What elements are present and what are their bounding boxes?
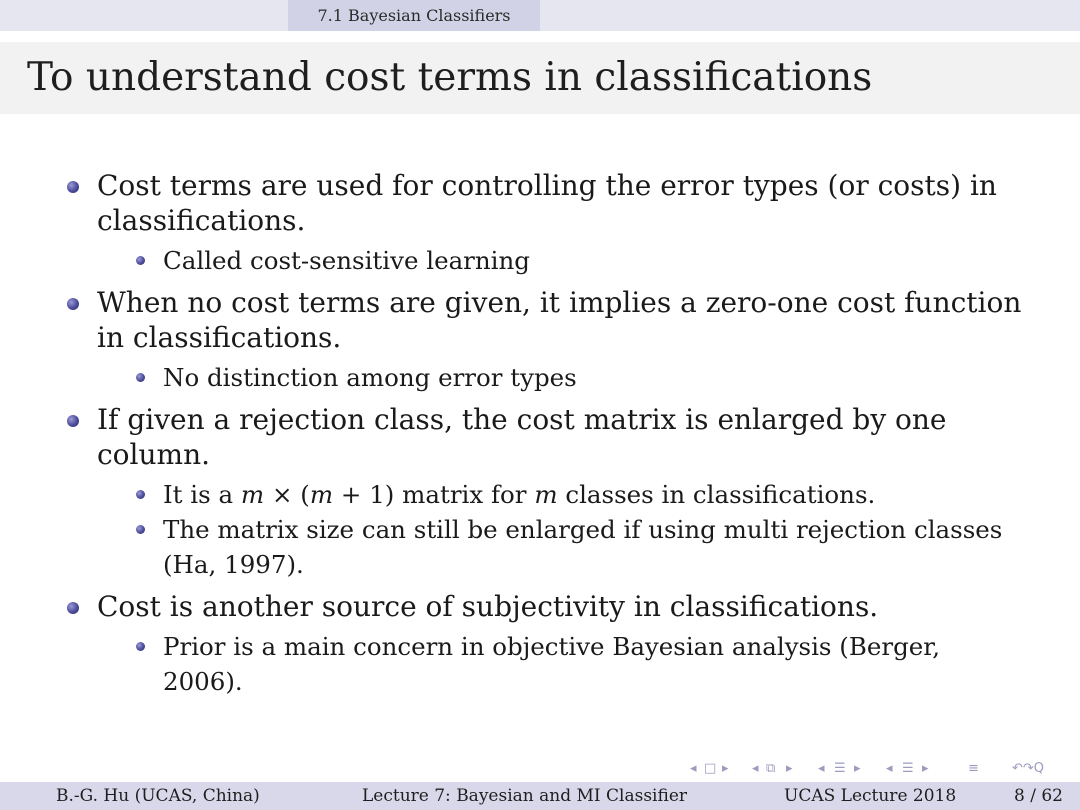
slide-icon[interactable]: □: [704, 761, 717, 776]
bullet-item: [97, 402, 1040, 472]
bullet-text-line: Cost is another source of subjectivity in classifications.: [97, 590, 879, 623]
sub-bullet-text: Called cost-sensitive learning: [163, 246, 530, 275]
subsection-icon[interactable]: ☰: [834, 761, 846, 776]
right-arrow-icon[interactable]: ▸: [786, 761, 793, 776]
sub-bullet-icon: [136, 525, 145, 534]
bullet-text-line: Cost terms are used for controlling the error types (or costs) in: [97, 169, 997, 202]
sub-bullet-text: [163, 477, 1040, 512]
bullet-text-line: column.: [97, 438, 211, 471]
math-variable: m: [309, 480, 334, 509]
bullet-text-line: in classifications.: [97, 321, 342, 354]
frame-title-bar: [0, 42, 1080, 114]
math-paren: (: [300, 480, 310, 509]
bullet-icon: [67, 181, 79, 193]
bullet-item: [97, 589, 1040, 624]
math-operator: ×: [271, 480, 293, 509]
footline: [0, 782, 1080, 810]
bullet-text-line: classifications.: [97, 204, 306, 237]
sub-bullet-text-line: 2006).: [163, 667, 243, 696]
sub-bullet-item: [163, 243, 1040, 278]
sub-bullet-icon: [136, 642, 145, 651]
sub-bullet-icon: [136, 373, 145, 382]
math-variable: m: [534, 480, 558, 509]
align-icon[interactable]: ≡: [968, 761, 979, 776]
slide-content: [0, 168, 1080, 699]
text-run: matrix for: [402, 480, 527, 509]
left-arrow-icon[interactable]: ◂: [690, 761, 697, 776]
page-number: 8 / 62: [1014, 786, 1063, 806]
section-navigation-bar: [0, 0, 1080, 31]
footer-event: UCAS Lecture 2018: [784, 786, 957, 806]
right-arrow-icon[interactable]: ▸: [922, 761, 929, 776]
sub-bullet-item: [163, 512, 1040, 582]
sub-bullet-icon: [136, 490, 145, 499]
bullet-item: [97, 168, 1040, 238]
left-arrow-icon[interactable]: ◂: [752, 761, 759, 776]
sub-bullet-text: No distinction among error types: [163, 363, 577, 392]
left-arrow-icon[interactable]: ◂: [818, 761, 825, 776]
sub-bullet-item: [163, 477, 1040, 512]
right-arrow-icon[interactable]: ▸: [854, 761, 861, 776]
text-run: classes in classifications.: [565, 480, 876, 509]
left-arrow-icon[interactable]: ◂: [886, 761, 893, 776]
bullet-text-line: When no cost terms are given, it implies a zero-one cost function: [97, 286, 1022, 319]
section-icon[interactable]: ☰: [902, 761, 914, 776]
bullet-icon: [67, 602, 79, 614]
navigation-symbols: [690, 758, 1080, 780]
section-tab-current[interactable]: 7.1 Bayesian Classifiers: [288, 0, 540, 31]
sub-bullet-text-line: The matrix size can still be enlarged if using multi rejection classes: [163, 515, 1003, 544]
text-run: It is a: [163, 480, 234, 509]
bullet-text-line: If given a rejection class, the cost matrix is enlarged by one: [97, 403, 947, 436]
right-arrow-icon[interactable]: ▸: [722, 761, 729, 776]
bullet-item: [97, 285, 1040, 355]
sub-bullet-item: [163, 629, 1040, 699]
math-variable: m: [240, 480, 265, 509]
sub-bullet-text-line: Prior is a main concern in objective Bayesian analysis (Berger,: [163, 632, 941, 661]
footer-lecture-title: Lecture 7: Bayesian and MI Classifier: [362, 786, 688, 806]
bullet-icon: [67, 415, 79, 427]
sub-bullet-item: [163, 360, 1040, 395]
footer-author: B.-G. Hu (UCAS, China): [56, 786, 260, 806]
frame-icon[interactable]: ⧉: [766, 761, 776, 776]
sub-bullet-icon: [136, 256, 145, 265]
frame-title: To understand cost terms in classifications: [27, 55, 873, 100]
search-icon[interactable]: ↶↷Q: [1012, 761, 1045, 776]
bullet-icon: [67, 298, 79, 310]
math-operator: + 1): [340, 480, 395, 509]
sub-bullet-text-line: (Ha, 1997).: [163, 550, 304, 579]
